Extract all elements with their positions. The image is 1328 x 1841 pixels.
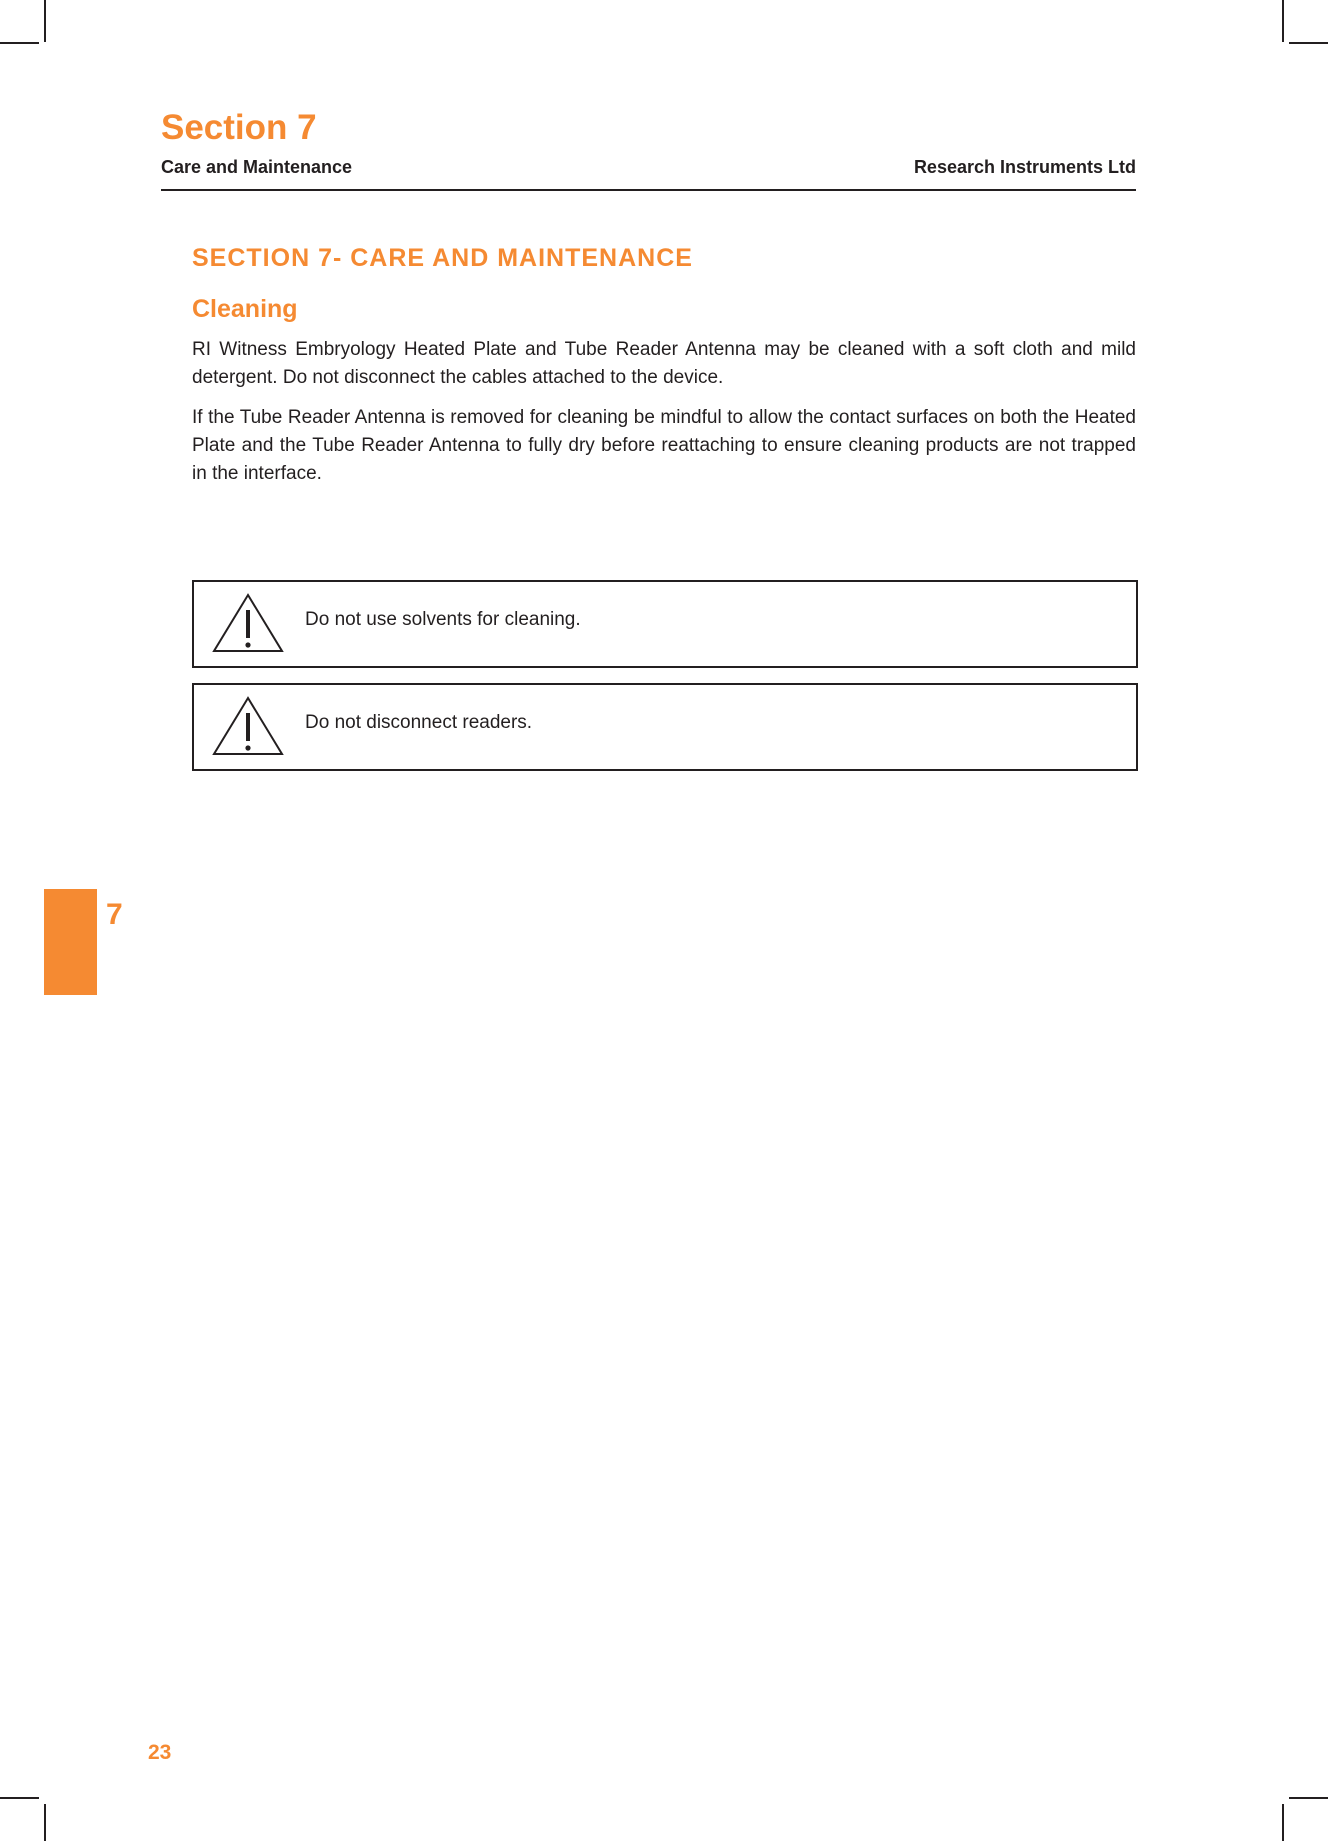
section-title: SECTION 7- CARE AND MAINTENANCE — [192, 244, 693, 272]
main-content — [192, 244, 1136, 488]
crop-mark — [1282, 0, 1284, 42]
page-number: 23 — [148, 1741, 172, 1764]
warning-text: Do not use solvents for cleaning. — [305, 609, 581, 630]
section-tab — [44, 889, 97, 995]
warning-box — [192, 580, 1138, 668]
paragraph: If the Tube Reader Antenna is removed for cleaning be mindful to allow the contact surfaces on both the Heated Plate and the Tube Reader Antenna to fully dry before reattaching to ensure cleaning products are not trapped in the interface. — [192, 407, 1136, 484]
crop-mark — [44, 0, 46, 42]
warning-text: Do not disconnect readers. — [305, 712, 533, 733]
crop-mark — [44, 1804, 46, 1841]
warning-box — [192, 683, 1138, 771]
crop-mark — [1282, 1804, 1284, 1841]
crop-mark — [1289, 42, 1328, 44]
warning-triangle-icon — [211, 592, 285, 654]
crop-mark — [0, 42, 39, 44]
section-label: Section 7 — [161, 108, 317, 147]
header-company: Research Instruments Ltd — [913, 157, 1136, 177]
header-rule — [161, 189, 1136, 191]
cleaning-heading: Cleaning — [192, 295, 298, 323]
section-tab-number: 7 — [106, 898, 123, 931]
crop-mark — [0, 1797, 39, 1799]
warning-triangle-icon — [211, 695, 285, 757]
header-subtitle: Care and Maintenance — [161, 157, 353, 177]
crop-mark — [1289, 1797, 1328, 1799]
paragraph: RI Witness Embryology Heated Plate and Tube Reader Antenna may be cleaned with a soft cloth and mild detergent. Do not disconnect the cables attached to the device. — [192, 339, 1136, 388]
